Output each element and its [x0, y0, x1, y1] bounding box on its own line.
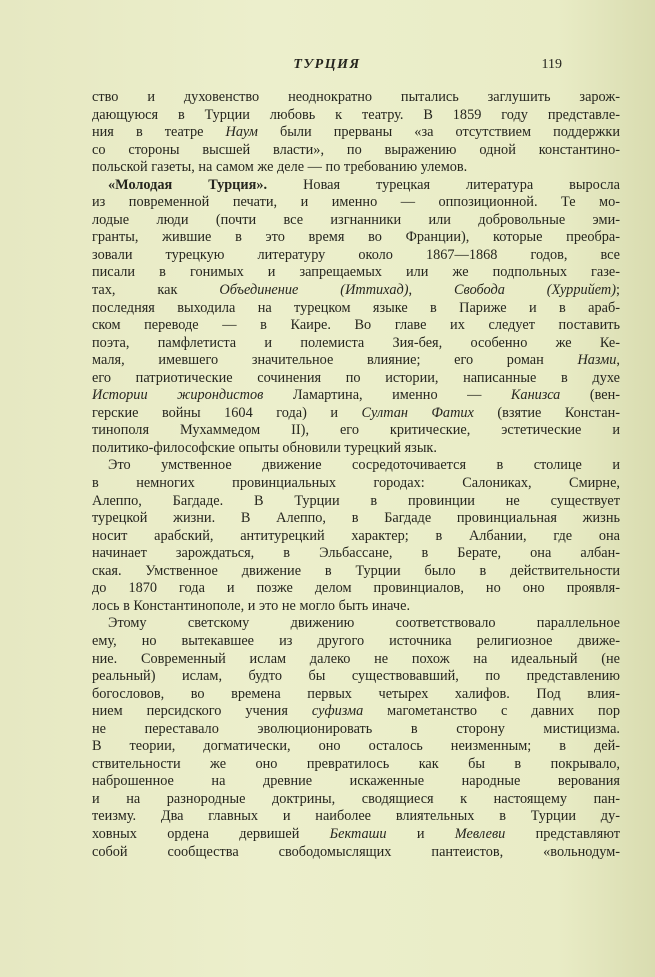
text-line — [92, 703, 620, 721]
italic-title: Объединение (Иттихад) — [219, 282, 409, 299]
text-segment: Новая турецкая литература выросла — [267, 176, 620, 193]
page-header — [92, 57, 562, 77]
text-line — [92, 387, 620, 405]
text-line — [92, 107, 620, 125]
text-segment: собой сообщества свободомыслящих пантеистов, «вольнодум- — [92, 843, 620, 860]
text-line — [92, 317, 620, 335]
text-segment: поэта, памфлетиста и полемиста Зия-бея, особенно же Ке- — [92, 334, 620, 351]
text-line — [92, 247, 620, 265]
text-segment: реальный) ислам, будто бы существовавший, по представлению — [92, 668, 620, 685]
italic-title: Бекташи — [329, 825, 387, 842]
text-line — [92, 545, 620, 563]
text-line — [92, 159, 620, 177]
text-segment: ние. Современный ислам далеко не похож на идеальный (не — [92, 650, 620, 667]
text-line — [92, 791, 620, 809]
text-segment: теизму. Два главных и наиболее влиятельных в Турции ду- — [92, 808, 620, 825]
text-segment: ство и духовенство неоднократно пытались заглушить зарож- — [92, 89, 620, 105]
text-segment: и на разнородные доктрины, сводящиеся к настоящему пан- — [92, 790, 620, 807]
text-line — [92, 405, 620, 423]
text-line — [92, 493, 620, 511]
text-line — [92, 756, 620, 774]
text-line — [92, 633, 620, 651]
text-line — [92, 615, 620, 633]
text-segment: , — [408, 282, 455, 299]
text-line — [92, 124, 620, 142]
text-segment: турецкой жизни. В Алеппо, в Багдаде провинциальная жизнь — [92, 510, 620, 527]
text-line — [92, 229, 620, 247]
text-segment: писали в гонимых и запрещаемых или же подпольных газе- — [92, 264, 620, 281]
text-segment: нием персидского учения — [92, 703, 312, 720]
text-segment: в немногих провинциальных городах: Салониках, Смирне, — [92, 475, 620, 492]
text-segment: дающуюся в Турции любовь к театру. В 1859 году представле- — [92, 106, 620, 123]
italic-title: Наум — [225, 124, 258, 141]
text-segment: тинополя Мухаммедом II), его критические, эстетические и — [92, 422, 620, 439]
text-segment: Ламартина, именно — — [263, 387, 511, 404]
text-line — [92, 300, 620, 318]
text-line — [92, 440, 620, 458]
text-segment: ния в театре — [92, 124, 226, 141]
text-line — [92, 563, 620, 581]
text-line — [92, 738, 620, 756]
text-segment: ствительности же оно превратилось как бы в покрывало, — [92, 755, 620, 772]
italic-title: суфизма — [311, 703, 364, 720]
text-segment: польской газеты, на самом же деле — по требованию улемов. — [92, 159, 468, 176]
text-line — [92, 264, 620, 282]
text-line — [92, 686, 620, 704]
text-segment: ская. Умственное движение в Турции было в действительности — [92, 562, 620, 579]
italic-title: Назми — [577, 352, 617, 369]
text-segment: наброшенное на древние искаженные народные верования — [92, 773, 620, 790]
text-segment: последняя выходила на турецком языке в Париже и в араб- — [92, 299, 620, 316]
running-title: ТУРЦИЯ — [293, 57, 361, 72]
text-segment: до 1870 года и позже делом провинциалов, но оно проявля- — [92, 580, 620, 597]
text-segment: Это умственное движение сосредоточивается в столице и — [108, 457, 620, 474]
text-line — [92, 668, 620, 686]
text-line — [92, 142, 620, 160]
text-line — [92, 510, 620, 528]
text-segment: тах, как — [92, 282, 220, 299]
text-line — [92, 194, 620, 212]
italic-title: Канизса — [510, 387, 561, 404]
text-line — [92, 352, 620, 370]
text-segment: лодые люди (почти все изгнанники или добровольные эми- — [92, 211, 620, 228]
text-segment: его патриотические сочинения по истории, написанные в духе — [92, 369, 620, 386]
text-line — [92, 422, 620, 440]
text-segment: Этому светскому движению соответствовало параллельное — [108, 615, 620, 632]
text-segment: были прерваны «за отсутствием поддержки — [257, 124, 620, 141]
text-segment: ; — [616, 282, 620, 299]
body-text — [92, 89, 620, 861]
text-line — [92, 335, 620, 353]
text-segment: лось в Константинополе, и это не могло быть иначе. — [92, 597, 411, 614]
text-segment: начинает зарождаться, в Эльбассане, в Берате, она албан- — [92, 545, 620, 562]
text-segment: со стороны высшей власти», по выражению одной константино- — [92, 141, 620, 158]
text-line — [92, 282, 620, 300]
text-segment: (взятие Констан- — [473, 404, 620, 421]
text-line — [92, 580, 620, 598]
section-heading: «Молодая Турция». — [108, 176, 268, 193]
text-segment: политико-философские опыты обновили турецкий язык. — [92, 439, 437, 456]
text-line — [92, 773, 620, 791]
text-line — [92, 370, 620, 388]
text-line — [92, 212, 620, 230]
text-line — [92, 598, 620, 616]
text-segment: ском переводе — в Каире. Во главе их следует поставить — [92, 317, 620, 334]
italic-title: Свобода (Хуррийет) — [454, 282, 617, 299]
text-segment: и — [386, 825, 455, 842]
text-segment: гранты, жившие в это время во Франции), которые преобра- — [92, 229, 620, 246]
text-segment: представляют — [505, 825, 620, 842]
text-line — [92, 826, 620, 844]
italic-title: Истории жирондистов — [92, 387, 264, 404]
text-line — [92, 808, 620, 826]
page-number: 119 — [541, 57, 562, 72]
text-line — [92, 844, 620, 862]
text-segment: из повременной печати, и именно — оппозиционной. Те мо- — [92, 194, 620, 211]
text-line — [92, 177, 620, 195]
text-segment: (вен- — [560, 387, 621, 404]
italic-title: Султан Фатих — [361, 404, 474, 421]
text-segment: не переставало эволюционировать в сторону мистицизма. — [92, 720, 620, 737]
text-segment: В теории, догматически, оно осталось неизменным; в дей- — [92, 738, 620, 755]
text-segment: маля, имевшего значительное влияние; его роман — [92, 352, 578, 369]
text-segment: ховных ордена дервишей — [92, 825, 330, 842]
text-line — [92, 457, 620, 475]
text-line — [92, 528, 620, 546]
text-segment: магометанство с давних пор — [363, 703, 620, 720]
text-segment: , — [616, 352, 620, 369]
text-segment: Алеппо, Багдаде. В Турции в провинции не существует — [92, 492, 620, 509]
text-segment: богословов, во времена первых четырех халифов. Под влия- — [92, 685, 620, 702]
text-segment: герские войны 1604 года) и — [92, 404, 362, 421]
text-line — [92, 651, 620, 669]
text-line — [92, 89, 620, 107]
text-segment: зовали турецкую литературу около 1867—1868 годов, все — [92, 246, 620, 263]
text-line — [92, 475, 620, 493]
text-segment: носит арабский, антитурецкий характер; в Албании, где она — [92, 527, 620, 544]
italic-title: Мевлеви — [454, 825, 506, 842]
text-line — [92, 721, 620, 739]
text-segment: ему, но вытекавшее из другого источника религиозное движе- — [92, 632, 620, 649]
